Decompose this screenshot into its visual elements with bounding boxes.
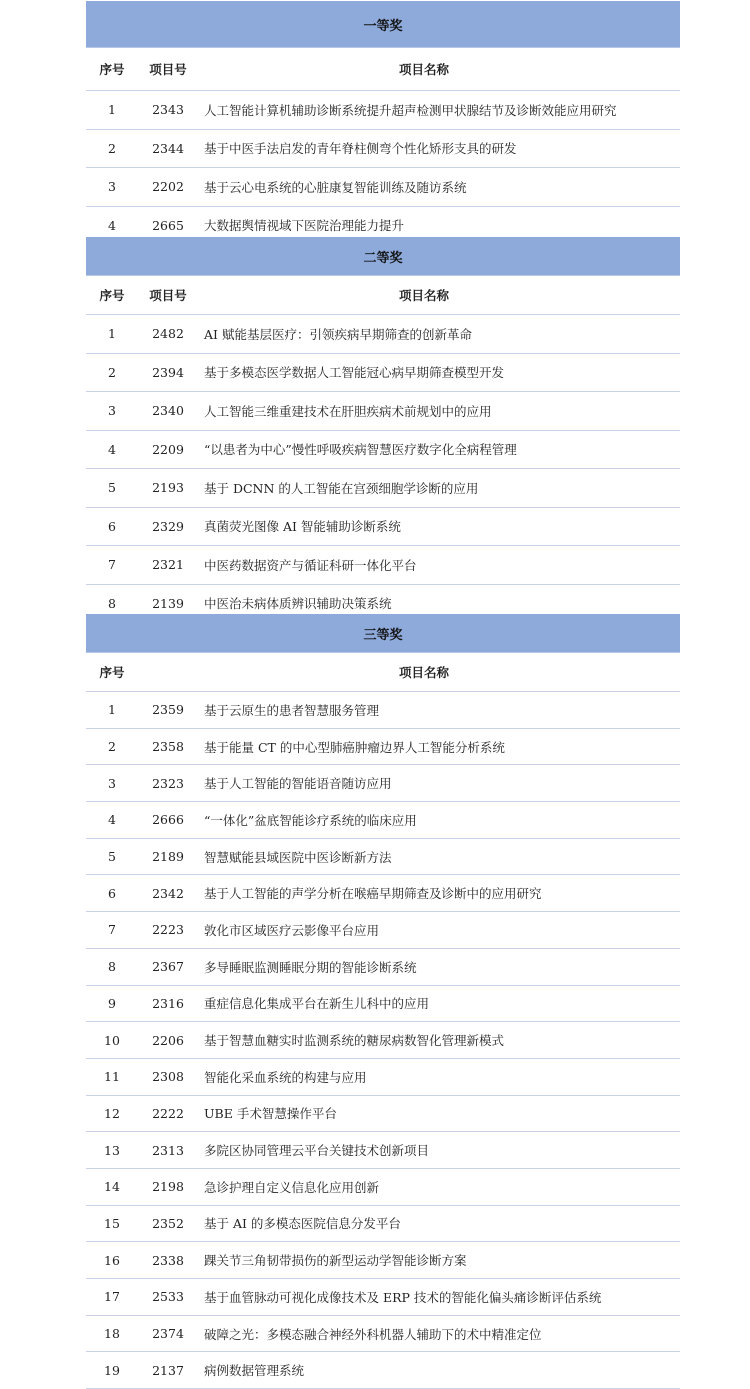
table-row xyxy=(86,765,680,802)
row-no: 12 xyxy=(104,1105,120,1121)
row-project-id: 2367 xyxy=(152,959,184,975)
table-row xyxy=(86,912,680,949)
row-no: 7 xyxy=(108,922,116,938)
row-no: 9 xyxy=(108,995,116,1011)
row-project-name: 病例数据管理系统 xyxy=(204,1363,305,1379)
row-no: 6 xyxy=(108,518,116,534)
row-project-id: 2329 xyxy=(152,518,184,534)
row-project-name: 基于能量 CT 的中心型肺癌肿瘤边界人工智能分析系统 xyxy=(204,739,505,755)
header-name: 项目名称 xyxy=(398,665,449,680)
row-project-name: AI 赋能基层医疗：引领疾病早期筛查的创新革命 xyxy=(204,326,472,342)
table-row xyxy=(86,431,680,470)
table-header xyxy=(86,48,680,91)
row-no: 2 xyxy=(108,364,116,380)
row-project-name: 踝关节三角韧带损伤的新型运动学智能诊断方案 xyxy=(204,1253,467,1269)
row-project-name: 多导睡眠监测睡眠分期的智能诊断系统 xyxy=(204,959,417,975)
row-no: 10 xyxy=(104,1032,120,1048)
table-row xyxy=(86,875,680,912)
row-project-name: 真菌荧光图像 AI 智能辅助诊断系统 xyxy=(204,519,401,535)
table-row xyxy=(86,508,680,547)
row-project-name: 基于云原生的患者智慧服务管理 xyxy=(204,702,380,718)
row-no: 3 xyxy=(108,403,116,419)
row-project-id: 2666 xyxy=(152,812,184,828)
row-no: 8 xyxy=(108,595,116,611)
row-project-name: 多院区协同管理云平台关键技术创新项目 xyxy=(204,1143,430,1159)
table-row xyxy=(86,1132,680,1169)
row-no: 2 xyxy=(108,739,116,755)
table-row xyxy=(86,692,680,729)
table-row xyxy=(86,1242,680,1279)
table-header xyxy=(86,276,680,315)
header-no: 序号 xyxy=(99,62,125,77)
table-row xyxy=(86,1059,680,1096)
row-project-id: 2321 xyxy=(152,557,184,573)
row-no: 1 xyxy=(108,326,116,342)
table-header xyxy=(86,653,680,692)
row-project-id: 2189 xyxy=(152,849,184,865)
row-project-name: 智慧赋能县域医院中医诊断新方法 xyxy=(204,849,392,865)
row-no: 4 xyxy=(108,217,116,233)
table-row xyxy=(86,1022,680,1059)
row-project-id: 2533 xyxy=(152,1289,184,1305)
row-no: 5 xyxy=(108,480,116,496)
row-project-id: 2374 xyxy=(152,1326,184,1342)
row-no: 13 xyxy=(104,1142,120,1158)
header-no: 序号 xyxy=(99,288,125,303)
row-no: 14 xyxy=(104,1179,120,1195)
row-project-id: 2316 xyxy=(152,995,184,1011)
row-project-name: 人工智能计算机辅助诊断系统提升超声检测甲状腺结节及诊断效能应用研究 xyxy=(204,102,617,118)
section-title: 三等奖 xyxy=(86,614,680,653)
table-row xyxy=(86,1316,680,1353)
row-project-id: 2209 xyxy=(152,441,184,457)
row-no: 16 xyxy=(104,1252,120,1268)
row-project-name: 急诊护理自定义信息化应用创新 xyxy=(204,1179,380,1195)
table-row xyxy=(86,1096,680,1133)
row-project-name: 基于人工智能的智能语音随访应用 xyxy=(204,776,392,792)
row-project-name: 中医药数据资产与循证科研一体化平台 xyxy=(204,557,417,573)
table-row xyxy=(86,354,680,393)
table-row xyxy=(86,1352,680,1389)
row-project-id: 2343 xyxy=(152,102,184,118)
row-no: 5 xyxy=(108,849,116,865)
table-row xyxy=(86,130,680,169)
row-project-name: 基于 DCNN 的人工智能在宫颈细胞学诊断的应用 xyxy=(204,480,479,496)
row-project-id: 2340 xyxy=(152,403,184,419)
row-project-name: 中医治未病体质辨识辅助决策系统 xyxy=(204,596,392,612)
row-project-id: 2665 xyxy=(152,217,184,233)
row-project-name: 大数据舆情视域下医院治理能力提升 xyxy=(204,218,405,234)
row-project-name: 基于 AI 的多模态医院信息分发平台 xyxy=(204,1216,401,1232)
row-no: 18 xyxy=(104,1326,120,1342)
table-row xyxy=(86,392,680,431)
table-row xyxy=(86,1279,680,1316)
row-project-id: 2344 xyxy=(152,140,184,156)
row-project-name: “一体化”盆底智能诊疗系统的临床应用 xyxy=(204,812,417,828)
header-name: 项目名称 xyxy=(398,62,449,77)
row-no: 3 xyxy=(108,775,116,791)
table-row xyxy=(86,802,680,839)
row-no: 11 xyxy=(104,1069,120,1085)
row-project-name: 基于云心电系统的心脏康复智能训练及随访系统 xyxy=(204,179,467,195)
row-project-id: 2139 xyxy=(152,595,184,611)
table-row xyxy=(86,315,680,354)
row-project-name: UBE 手术智慧操作平台 xyxy=(204,1106,337,1122)
row-project-name: 基于中医手法启发的青年脊柱侧弯个性化矫形支具的研发 xyxy=(204,141,517,157)
table-row xyxy=(86,729,680,766)
row-project-name: 基于多模态医学数据人工智能冠心病早期筛查模型开发 xyxy=(204,365,505,381)
header-id: 项目号 xyxy=(149,288,187,303)
row-no: 4 xyxy=(108,441,116,457)
row-no: 15 xyxy=(104,1215,120,1231)
row-no: 1 xyxy=(108,702,116,718)
header-name: 项目名称 xyxy=(398,288,449,303)
row-no: 17 xyxy=(104,1289,120,1305)
row-project-id: 2359 xyxy=(152,702,184,718)
row-project-id: 2394 xyxy=(152,364,184,380)
header-id: 项目号 xyxy=(149,62,187,77)
row-no: 7 xyxy=(108,557,116,573)
award-section xyxy=(86,614,680,1389)
table-row xyxy=(86,1169,680,1206)
award-section xyxy=(86,1,680,245)
table-row xyxy=(86,91,680,130)
row-no: 2 xyxy=(108,140,116,156)
table-row xyxy=(86,949,680,986)
row-project-id: 2482 xyxy=(152,326,184,342)
row-no: 4 xyxy=(108,812,116,828)
row-project-name: 重症信息化集成平台在新生儿科中的应用 xyxy=(204,996,430,1012)
row-project-id: 2308 xyxy=(152,1069,184,1085)
row-project-name: 基于智慧血糖实时监测系统的糖尿病数智化管理新模式 xyxy=(204,1033,505,1049)
row-project-id: 2193 xyxy=(152,480,184,496)
row-project-id: 2338 xyxy=(152,1252,184,1268)
row-no: 1 xyxy=(108,102,116,118)
row-project-name: 破障之光：多模态融合神经外科机器人辅助下的术中精准定位 xyxy=(204,1326,542,1342)
row-no: 8 xyxy=(108,959,116,975)
row-project-id: 2222 xyxy=(152,1105,184,1121)
award-section xyxy=(86,237,680,623)
row-project-name: 人工智能三维重建技术在肝胆疾病术前规划中的应用 xyxy=(204,403,492,419)
row-project-name: 基于人工智能的声学分析在喉癌早期筛查及诊断中的应用研究 xyxy=(204,886,542,902)
row-project-id: 2342 xyxy=(152,885,184,901)
row-project-name: “以患者为中心”慢性呼吸疾病智慧医疗数字化全病程管理 xyxy=(204,442,517,458)
row-project-id: 2313 xyxy=(152,1142,184,1158)
row-no: 19 xyxy=(104,1362,120,1378)
row-project-id: 2323 xyxy=(152,775,184,791)
row-project-id: 2137 xyxy=(152,1362,184,1378)
row-project-name: 基于血管脉动可视化成像技术及 ERP 技术的智能化偏头痛诊断评估系统 xyxy=(204,1289,602,1305)
row-project-id: 2198 xyxy=(152,1179,184,1195)
row-project-id: 2352 xyxy=(152,1215,184,1231)
row-project-name: 智能化采血系统的构建与应用 xyxy=(204,1069,367,1085)
table-row xyxy=(86,469,680,508)
table-row xyxy=(86,986,680,1023)
table-row xyxy=(86,168,680,207)
section-title: 一等奖 xyxy=(86,1,680,48)
row-project-id: 2358 xyxy=(152,739,184,755)
row-no: 6 xyxy=(108,885,116,901)
row-project-id: 2202 xyxy=(152,179,184,195)
row-project-id: 2223 xyxy=(152,922,184,938)
table-row xyxy=(86,546,680,585)
table-row xyxy=(86,839,680,876)
table-row xyxy=(86,1206,680,1243)
row-project-id: 2206 xyxy=(152,1032,184,1048)
row-project-name: 敦化市区域医疗云影像平台应用 xyxy=(204,922,380,938)
row-no: 3 xyxy=(108,179,116,195)
header-no: 序号 xyxy=(99,665,125,680)
section-title: 二等奖 xyxy=(86,237,680,276)
